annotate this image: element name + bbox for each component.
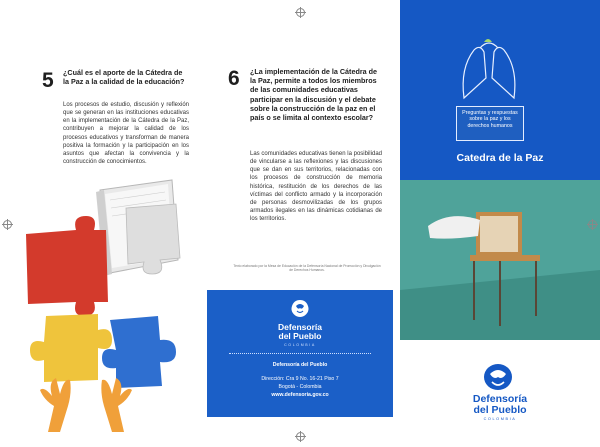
city-line: Bogotá - Colombia [278, 384, 322, 390]
logo-text-line1: Defensoría [472, 393, 528, 405]
defensoria-logo-icon [478, 362, 518, 392]
question-number: 6 [228, 67, 240, 90]
org-name-line1: Defensoría [278, 322, 322, 332]
question-title: ¿Cuál es el aporte de la Cátedra de la Paz a la calidad de la educación? [63, 68, 185, 87]
org-name-line2: del Pueblo [278, 331, 322, 341]
registration-mark [296, 8, 305, 17]
brochure-panel-left [0, 0, 200, 447]
answer-text: Los procesos de estudio, discusión y reflexión que se generan en las instituciones educativas en la implementación de la Cátedra de la Paz, contribuyen a mejorar la calidad de los procesos educativos y transforman de manera positiva la formación y la participación en los asuntos que afectan la convivencia y la construcción de conocimientos. [63, 102, 189, 166]
registration-mark [296, 432, 305, 441]
question-title: ¿La implementación de la Cátedra de la Paz, permite a todos los miembros de las comunidades educativas participar en la discusión y el debate sobre la construcción de la paz en el país o se limita al contexto escolar? [250, 67, 378, 123]
puzzle-piece-blue [102, 316, 176, 388]
credit-note: Texto elaborado por la Mesa de Educación de la Defensoría Nacional de Promoción y Divulgación de Derechos Humanos. [233, 264, 381, 273]
cover-label-box [456, 106, 524, 141]
org-country: COLOMBIA [284, 343, 316, 347]
logo-country: COLOMBIA [483, 417, 517, 421]
cover-title: Catedra de la Paz [456, 152, 544, 164]
contact-title: Defensoría del Pueblo [272, 362, 328, 368]
hands-icon [40, 378, 132, 432]
logo-text-line2: del Pueblo [473, 404, 527, 416]
puzzle-piece-grey [126, 204, 180, 274]
website-link[interactable]: www.defensoria.gov.co [271, 392, 329, 398]
puzzle-piece-red [26, 216, 108, 316]
cover-subtitle: Preguntas y respuestas sobre la paz y los derechos humanos [462, 110, 518, 129]
contact-box [207, 290, 393, 417]
registration-mark [3, 220, 12, 229]
divider [229, 353, 371, 354]
question-number: 5 [42, 69, 54, 92]
puzzle-piece-yellow [30, 314, 112, 382]
address-line: Dirección: Cra 9 No. 16-21 Piso 7 [261, 376, 339, 382]
defensoria-logo-icon [288, 298, 312, 320]
registration-mark [588, 220, 597, 229]
hands-dove-icon [454, 28, 524, 104]
answer-text: Las comunidades educativas tienen la posibilidad de vincularse a las reflexiones y las discusiones que se dan en sus territorios, relacionadas con los procesos de construcción de memoria histórica, restitución de los derechos de las víctimas del conflicto armado y la incorporación de personas desmovilizadas de los grupos armados ilegales en las dinámicas cotidianas de los territorios. [250, 151, 382, 223]
puzzle-illustration [0, 170, 200, 447]
